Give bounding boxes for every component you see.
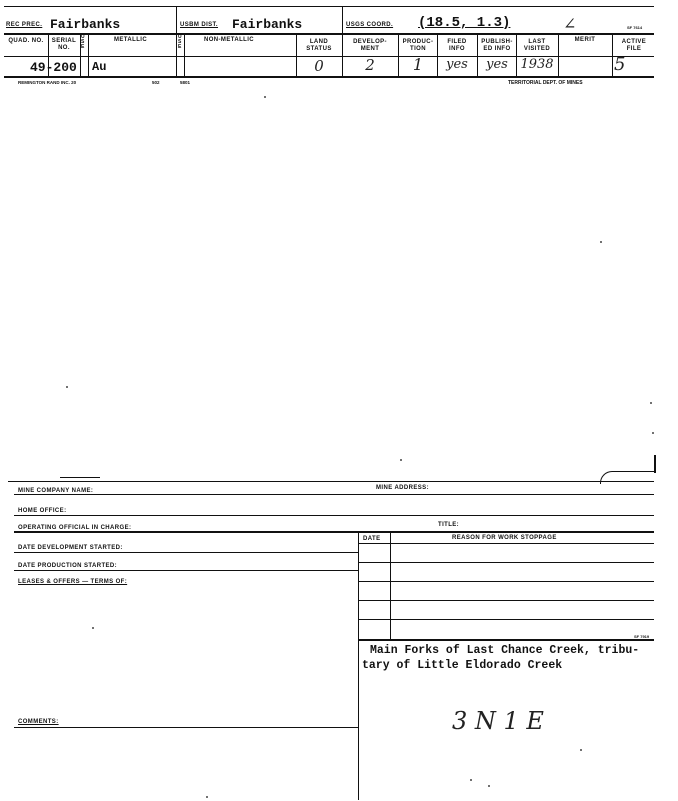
scan-speck <box>652 432 654 434</box>
card-footer-mid2: 5801 <box>180 80 191 85</box>
value-development: 2 <box>365 56 375 74</box>
location-line-2: tary of Little Eldorado Creek <box>362 659 563 672</box>
col-filed-info: FILED INFO <box>447 39 467 52</box>
usbm-dist-value: Fairbanks <box>232 17 303 32</box>
col-metallic: METALLIC <box>114 37 148 43</box>
col-serial-no: SERIAL NO. <box>51 38 77 51</box>
value-quad-serial: 49-200 <box>30 60 77 75</box>
col-quad-no: QUAD. NO. <box>8 38 44 44</box>
col-usgs-mark-b: U S E <box>178 34 183 50</box>
handwritten-code: 3 N 1 E <box>452 707 544 735</box>
col-last-visited: LAST VISITED <box>523 39 551 52</box>
date-production-label: DATE PRODUCTION STARTED: <box>18 563 118 569</box>
rec-prec-label: REC PREC. <box>6 22 43 28</box>
value-last-visited: 1938 <box>520 57 554 72</box>
scan-speck <box>600 241 602 243</box>
mine-address-label: MINE ADDRESS: <box>376 485 429 491</box>
col-non-metallic: NON-METALLIC <box>204 37 255 43</box>
card-footer-right: TERRITORIAL DEPT. OF MINES <box>508 80 583 86</box>
value-production: 1 <box>412 55 424 74</box>
scan-speck <box>580 749 582 751</box>
value-published-info: yes <box>486 57 508 72</box>
col-merit: MERIT <box>574 37 596 43</box>
value-filed-info: yes <box>446 57 468 72</box>
home-office-label: HOME OFFICE: <box>18 508 67 514</box>
form-code-2: SF 7919 <box>634 634 650 639</box>
scan-speck <box>470 779 472 781</box>
scan-speck <box>488 785 490 787</box>
scan-speck <box>66 386 68 388</box>
value-metallic: Au <box>92 60 107 74</box>
col-land-status: LAND STATUS <box>306 39 332 52</box>
card-footer-mid1: 502 <box>152 80 160 85</box>
scan-speck <box>400 459 402 461</box>
location-line-1: Main Forks of Last Chance Creek, tribu- <box>370 644 640 657</box>
scan-speck <box>264 96 266 98</box>
col-production: PRODUC- TION <box>402 39 434 52</box>
corner-mark: ∠ <box>563 14 577 33</box>
reason-col-header: REASON FOR WORK STOPPAGE <box>452 535 557 541</box>
usgs-coord-label: USGS COORD. <box>346 22 394 28</box>
value-land-status: 0 <box>314 57 324 75</box>
col-development: DEVELOP- MENT <box>353 39 387 52</box>
operating-official-label: OPERATING OFFICIAL IN CHARGE: <box>18 525 132 531</box>
date-col-header: DATE <box>363 536 381 542</box>
date-development-label: DATE DEVELOPMENT STARTED: <box>18 545 123 551</box>
scan-speck <box>92 627 94 629</box>
col-published-info: PUBLISH- ED INFO <box>481 39 513 52</box>
comments-label: COMMENTS: <box>18 719 59 725</box>
form-code: SF 7614 <box>627 25 643 30</box>
scan-speck <box>206 796 208 798</box>
usbm-dist-label: USBM DIST. <box>180 22 219 28</box>
rec-prec-value: Fairbanks <box>50 17 121 32</box>
leases-label: LEASES & OFFERS — TERMS OF: <box>18 579 128 585</box>
title-label: TITLE: <box>438 522 460 528</box>
scan-speck <box>650 402 652 404</box>
col-active-file: ACTIVE FILE <box>621 39 647 52</box>
card-edge-curl <box>600 471 655 484</box>
mine-company-name-label: MINE COMPANY NAME: <box>18 488 94 494</box>
value-active: 5 <box>614 54 626 75</box>
usgs-coord-value: (18.5, 1.3) <box>418 15 511 31</box>
card-footer-left: REMINGTON RAND INC. 20 <box>18 80 77 85</box>
col-usgs-mark-a: U S E <box>81 34 86 50</box>
